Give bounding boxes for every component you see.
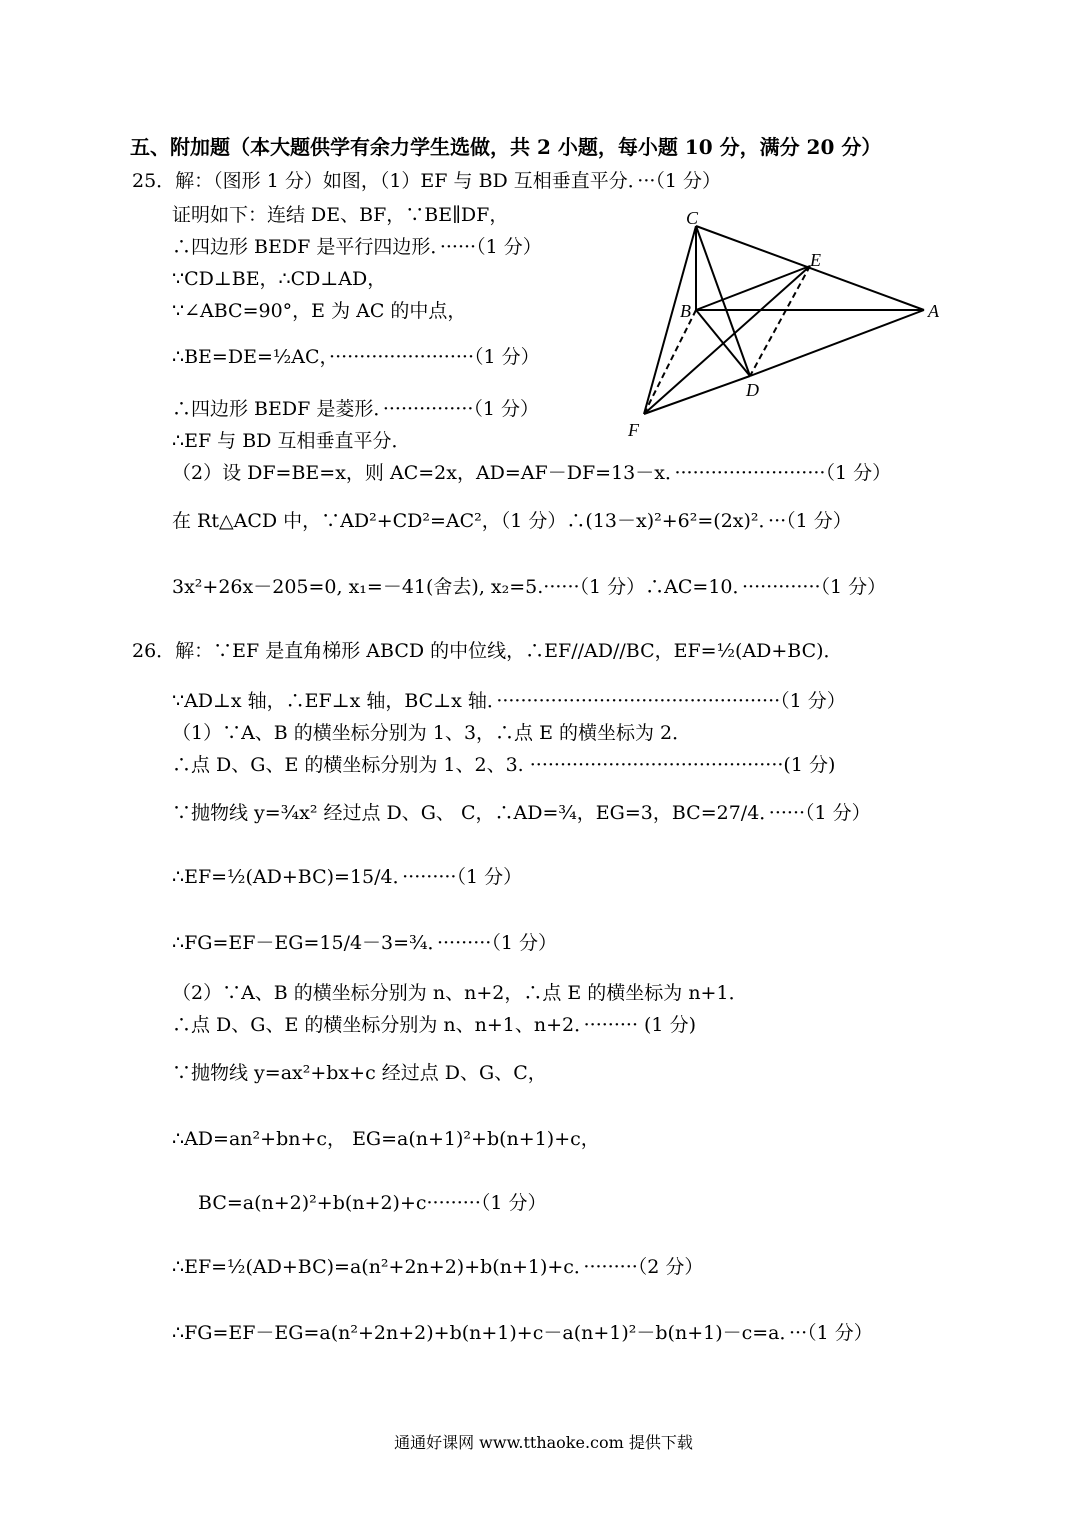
figure-label-e: E xyxy=(810,250,821,270)
q25-line: ∴四边形 BEDF 是菱形．···············（1 分） xyxy=(172,398,540,420)
q26-line: ∴FG=EF－EG=a(n²+2n+2)+b(n+1)+c－a(n+1)²－b(n+1)－c=a．···（1 分） xyxy=(172,1322,873,1344)
q26-line: ∴EF=½(AD+BC)=a(n²+2n+2)+b(n+1)+c．·········（2 分） xyxy=(172,1256,704,1278)
q26-line: ∴EF=½(AD+BC)=15/4．·········（1 分） xyxy=(172,866,523,888)
q25-line: ∵CD⊥BE，∴CD⊥AD， xyxy=(172,268,387,290)
page-footer: 通通好课网 www.tthaoke.com 提供下载 xyxy=(394,1433,693,1452)
figure-label-d: D xyxy=(746,380,759,400)
q25-line: （2）设 DF=BE=x，则 AC=2x，AD=AF－DF=13－x．·························（1 分） xyxy=(172,462,892,484)
figure-label-b: B xyxy=(680,301,691,321)
q26-line: ∴点 D、G、E 的横坐标分别为 1、2、3. ··········································(1 分) xyxy=(172,754,836,776)
q26-line: ∴FG=EF－EG=15/4－3=¾．·········（1 分） xyxy=(172,932,557,954)
figure-label-c: C xyxy=(686,208,699,228)
q25-line: 在 Rt△ACD 中，∵AD²+CD²=AC²，（1 分）∴(13－x)²+6²=(2x)²．···（1 分） xyxy=(172,510,852,532)
q25-line: ∴BE=DE=½AC，························（1 分） xyxy=(172,346,540,368)
q25-line: ∴四边形 BEDF 是平行四边形．······（1 分） xyxy=(172,236,542,258)
q25-line: 证明如下：连结 DE、BF，∵BE∥DF， xyxy=(172,204,509,226)
figure-label-f: F xyxy=(628,420,639,440)
q25-line: ∴EF 与 BD 互相垂直平分． xyxy=(172,430,411,452)
section-header: 五、附加题（本大题供学有余力学生选做，共 2 小题，每小题 10 分，满分 20 分） xyxy=(130,135,882,159)
q26-line: ∵抛物线 y=ax²+bx+c 经过点 D、G、C， xyxy=(172,1062,547,1084)
q26-line: ∵AD⊥x 轴，∴EF⊥x 轴，BC⊥x 轴．···············································（1 分） xyxy=(172,690,846,712)
geometry-figure xyxy=(612,200,972,450)
q26-line: （1）∵A、B 的横坐标分别为 1、3，∴点 E 的横坐标为 2． xyxy=(172,722,692,744)
q26-line: BC=a(n+2)²+b(n+2)+c·········（1 分） xyxy=(198,1192,547,1214)
q25-line: ∵∠ABC=90°，E 为 AC 的中点， xyxy=(172,300,467,322)
q26-line: ∴AD=an²+bn+c， EG=a(n+1)²+b(n+1)+c， xyxy=(172,1128,600,1150)
figure-label-a: A xyxy=(928,301,939,321)
q26-line: ∵抛物线 y=¾x² 经过点 D、G、 C，∴AD=¾，EG=3，BC=27/4．······（1 分） xyxy=(172,802,871,824)
q26-title: 26．解：∵EF 是直角梯形 ABCD 的中位线，∴EF//AD//BC，EF=½(AD+BC)． xyxy=(132,640,843,662)
q25-title: 25．解：（图形 1 分）如图，（1）EF 与 BD 互相垂直平分．···（1 分） xyxy=(132,170,722,192)
q26-line: （2）∵A、B 的横坐标分别为 n、n+2，∴点 E 的横坐标为 n+1． xyxy=(172,982,748,1004)
q26-line: ∴点 D、G、E 的横坐标分别为 n、n+1、n+2．········· (1 分) xyxy=(172,1014,696,1036)
q25-line: 3x²+26x－205=0, x₁=－41(舍去), x₂=5.······（1 分）∴AC=10．·············（1 分） xyxy=(172,576,887,598)
